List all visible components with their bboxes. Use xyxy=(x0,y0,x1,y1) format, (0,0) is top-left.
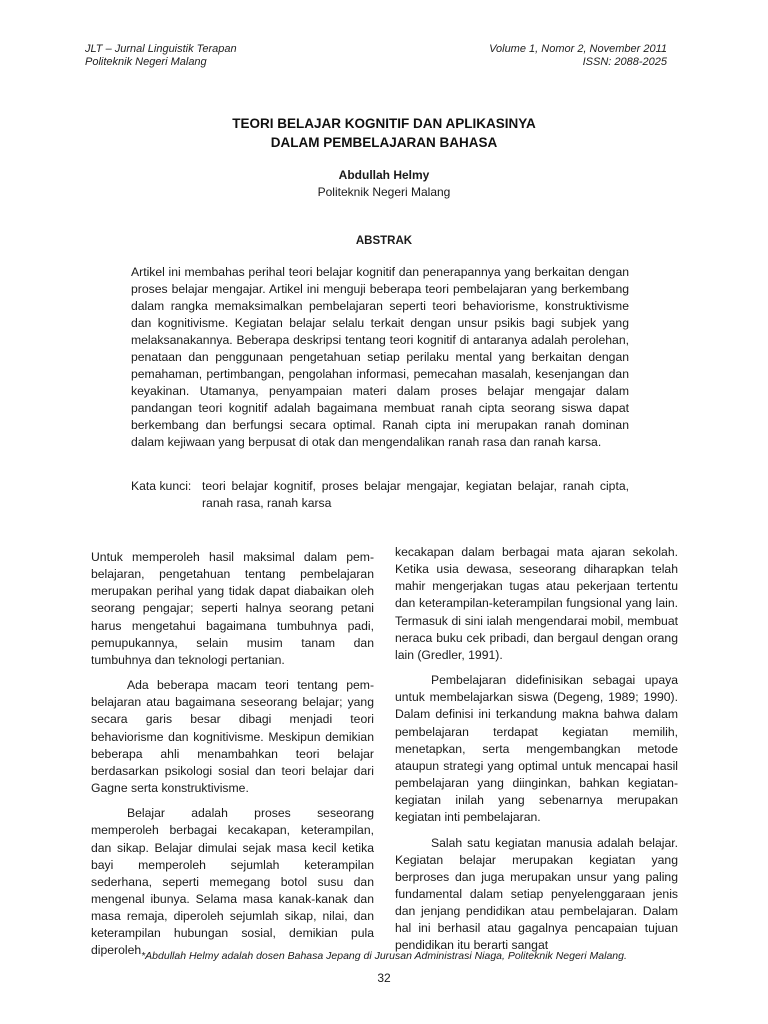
journal-issn: ISSN: 2088-2025 xyxy=(582,56,667,68)
body-paragraph: Belajar adalah proses seseorang memperoleh berbagai kecakapan, keterampilan, dan sikap. Belajar dimulai sejak masa kecil ketika bayi memperoleh sejumlah keterampilan sederhana, seperti memegang botol susu dan mengenal ibunya. Selama masa kanak-kanak dan masa remaja, diperoleh sejumlah sikap, nilai, dan keterampilan hubungan sosial, demikian pula diperoleh xyxy=(91,806,374,958)
keywords-label: Kata kunci: xyxy=(131,479,192,493)
body-paragraph: kecakapan dalam berbagai mata ajaran sekolah. Ketika usia dewasa, seseorang diharapkan telah mahir mengerjakan tugas atau pekerjaan tertentu dan keterampilan-keterampilan fungsional yang lain. Termasuk di sini ialah mengendarai mobil, membuat neraca buku cek pribadi, dan bergaul dengan orang lain (Gredler, 1991). xyxy=(395,545,678,662)
article-title xyxy=(0,114,768,152)
body-paragraph: Untuk memperoleh hasil maksimal dalam pembelajaran, pengetahuan tentang pembelajaran merupakan perihal yang tidak dapat diabaikan oleh seorang pengajar; seperti halnya seorang petani harus mengetahui bagaimana tumbuhnya padi, pemupukannya, selain musim tanam dan tumbuhnya dan teknologi pertanian. xyxy=(91,550,374,667)
page-number: 32 xyxy=(377,971,391,985)
body-paragraph: Ada beberapa macam teori tentang pembelajaran atau bagaimana seseorang belajar; yang secara garis besar dibagi menjadi teori behaviorisme dan kognitivisme. Meskipun demikian beberapa ahli menambahkan teori belajar berdasarkan psikologi sosial dan teori belajar dari Gagne serta konstruktivisme. xyxy=(91,678,374,796)
journal-name: JLT – Jurnal Linguistik Terapan xyxy=(85,43,237,55)
author-name: Abdullah Helmy xyxy=(338,168,430,182)
body-column-left xyxy=(91,549,374,968)
abstract-heading: ABSTRAK xyxy=(355,235,413,247)
journal-institution: Politeknik Negeri Malang xyxy=(85,56,207,68)
author-footnote: *Abdullah Helmy adalah dosen Bahasa Jepang di Jurusan Administrasi Niaga, Politeknik Negeri Malang. xyxy=(141,950,627,962)
body-column-right xyxy=(395,544,678,963)
body-paragraph: Pembelajaran didefinisikan sebagai upaya untuk membelajarkan siswa (Degeng, 1989; 1990). Dalam definisi ini terkandung makna bahwa dalam pembelajaran terdapat kegiatan memilih, menetapkan, serta mengembangkan metode ataupun strategi yang optimal untuk mencapai hasil pembelajaran yang diinginkan, bahkan kegiatan-kegiatan inilah yang sebenarnya merupakan kegiatan inti pembelajaran. xyxy=(395,673,678,825)
article-title-line-2: DALAM PEMBELAJARAN BAHASA xyxy=(270,135,498,150)
author-affiliation: Politeknik Negeri Malang xyxy=(317,185,451,199)
article-title-line-1: TEORI BELAJAR KOGNITIF DAN APLIKASINYA xyxy=(232,116,536,131)
body-paragraph: Salah satu kegiatan manusia adalah belajar. Kegiatan belajar merupakan kegiatan yang berproses dan juga merupakan unsur yang paling fundamental dalam setiap penyelenggaraan jenis dan jenjang pendidikan atau pembelajaran. Dalam hal ini berhasil atau gagalnya pencapaian tujuan pendidikan itu berarti sangat xyxy=(395,835,678,953)
running-header-right xyxy=(489,43,667,69)
keywords xyxy=(131,478,629,512)
running-header-left xyxy=(85,43,237,69)
keywords-text: teori belajar kognitif, proses belajar mengajar, kegiatan belajar, ranah cipta, ranah rasa, ranah karsa xyxy=(202,479,629,510)
journal-volume: Volume 1, Nomor 2, November 2011 xyxy=(489,43,667,55)
abstract-text: Artikel ini membahas perihal teori belajar kognitif dan penerapannya yang berkaitan dengan proses belajar mengajar. Artikel ini menguji beberapa teori pembelajaran yang berkembang dalam rangka memaksimalkan pembelajaran seperti teori behaviorisme, konstruktivisme dan kognitivisme. Kegiatan belajar selalu terkait dengan unsur psikis bagi subjek yang melaksanakannya. Beberapa deskripsi tentang teori kognitif di antaranya adalah perolehan, penataan dan penggunaan pengetahuan setiap perilaku mental yang berkaitan dengan pemahaman, pertimbangan, pengolahan informasi, pemecahan masalah, kesenjangan dan keyakinan. Utamanya, penyampaian materi dalam proses belajar mengajar dalam pandangan teori kognitif adalah bagaimana membuat ranah cipta seorang siswa dapat berkembang dan berfungsi secara optimal. Ranah cipta ini merupakan ranah dominan dalam kejiwaan yang berpusat di otak dan mengendalikan ranah rasa dan ranah karsa. xyxy=(131,265,629,449)
